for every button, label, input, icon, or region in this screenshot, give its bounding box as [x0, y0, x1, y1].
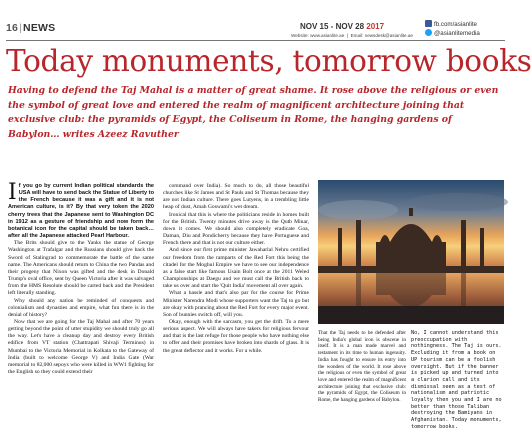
- date-range: NOV 15 - NOV 28: [300, 22, 365, 31]
- issue-dates: [300, 22, 384, 31]
- social-links: [425, 20, 480, 38]
- twitter-handle: @asianlitemedia: [434, 30, 480, 37]
- facebook-link[interactable]: [425, 20, 480, 29]
- issue-year: 2017: [366, 22, 385, 31]
- drop-cap: I: [8, 180, 17, 205]
- header-rule: [6, 40, 505, 41]
- email-text: Email: newsdesk@asianlite.ae: [350, 33, 413, 38]
- page-number: 16: [6, 22, 19, 34]
- twitter-link[interactable]: [425, 29, 480, 38]
- page-number-section: [6, 22, 55, 34]
- article-standfirst: Having to defend the Taj Mahal is a matter of great shame. It rose above the religious or even the symbol of great love and entered the realm of magnificent architecture joining that exclusive club: the pyramids of Egypt, the Coliseum in Rome, the hanging gardens of Babylon… writes Azeez Ravuther: [8, 85, 499, 140]
- page-header: [0, 0, 511, 42]
- article-column-2: [163, 183, 309, 355]
- article-column-4: No, I cannot understand this preoccupation with nothingness. The Taj is ours. Excluding it from a book on UP tourism can be a foolish oversight. But if the banner is picked up and turned into a clarion call and its dismissal seen as a test of nationalism and patriotic loyalty then you and I are no better than those Taliban destroying the Bamiyans in Afghanistan. Today monuments, tomorrow books.: [411, 330, 502, 430]
- body-paragraph: And since our first prime minister Jawaharlal Nehru certified our freedom from the ramparts of the Red Fort this being the citadel for the Moghul Empire we have to see our independence as a false start like famous Usain Bolt once at the 2011 Weled Championships at Daegu and we must call the British back to take us over and start the 'Quit India' movement all over again.: [163, 247, 309, 290]
- body-paragraph: Okay, enough with the sarcasm, you get the drift. To a mere serious aspect. We will always have takers for religious fervour and that is the last refuge for those people who have nothing else to offer and their promises have broken into shards of glass. It is the great deflector and it works. For a while.: [163, 318, 309, 354]
- lead-bold-text: f you go by current Indian political standards the USA will have to send back the Statue of Liberty to the French because it was a gift and it is not American culture, is it? By that very token the 2020 cherry trees that the Japanese sent to Washington DC in 1912 as a gesture of friendship and now form the botanical icon for the capital should be taken back…after all the Japanese attacked Pearl Harbour.: [8, 183, 154, 240]
- taj-mahal-photo: [318, 180, 504, 324]
- taj-mahal-sunset-image: [318, 180, 504, 324]
- facebook-icon: [425, 20, 432, 27]
- body-paragraph: The Brits should give to the Yanks the statue of George Washington at Trafalgar and the Russians should give back the Sword of Stalingrad to commemorate the battle of the same name. The Americans should return to China the two Pandas and their progeny that Nixon was gifted and the desk in Donald Trump's oval office, sent by Queen Victoria after it was salvaged from the HMS Resolute should be carted back and the President left literally standing.: [8, 240, 154, 297]
- section-name: NEWS: [23, 22, 56, 34]
- divider: |: [19, 22, 23, 34]
- body-paragraph: Now that we are going for the Taj Mahal and after 70 years getting beyond the point of utter stupidity we should truly go all the way. Let's have a cleanup day and destroy every British edifice from VT station (Chattrapati Shivaji Terminus) in Mumbai to the Victoria Memorial in Kolkata to the Gateway of India (built to welcome George V) and India Gate (War memorial to 82,000 sepoys who were killed in WW1 fighting for the English so they could extend their: [8, 318, 154, 376]
- body-paragraph: What a hassle and that's also par for the course for Prime Minister Narendra Modi whose supporters want the Taj to go but are okay with prancing about the Red Fort for every major event. Son of bunnies switch off, will you.: [163, 290, 309, 318]
- article-headline: Today monuments, tomorrow books: [6, 44, 532, 78]
- article-column-1: [8, 180, 154, 376]
- body-paragraph: command over India). So much to do, all those beautiful churches like St James and St Pauls and St Thomas because they are not Indian culture. There goes Lutyens, in a trembling little heap of dust, Amah Goswami's wet dream.: [163, 183, 309, 211]
- body-paragraph: Why should any nation be reminded of conquests and colonialism and dynasties and empire, what fun there is in the denial of history?: [8, 297, 154, 318]
- twitter-icon: [425, 29, 432, 36]
- website-text: Website: www.asianlite.ae: [291, 33, 345, 38]
- lead-paragraph: [8, 180, 154, 240]
- body-paragraph: Ironical that this is where the politicians reside in homes built for the British. Twenty minutes drive away is the Qutb Minar, down it comes. We should also completely eradicate Goa, Daman, Diu and Pondicherry because they have Portuguese and French there and that is not our culture either.: [163, 211, 309, 247]
- facebook-handle: fb.com/asianlite: [434, 21, 477, 28]
- article-column-3: That the Taj needs to be defended after being India's global icon is obscene in itself. It is a man made marvel and testament in its time to human ingenuity. India has fought to ensure its entry into the wonders of the world. It rose above the religious or even the symbol of great love and entered the realm of magnificent architecture joining that exclusive club: the pyramids of Egypt, the Coliseum in Rome, the hanging gardens of Babylon.: [318, 330, 406, 404]
- contact-line: Website: www.asianlite.ae | Email: newsdesk@asianlite.ae: [291, 33, 413, 38]
